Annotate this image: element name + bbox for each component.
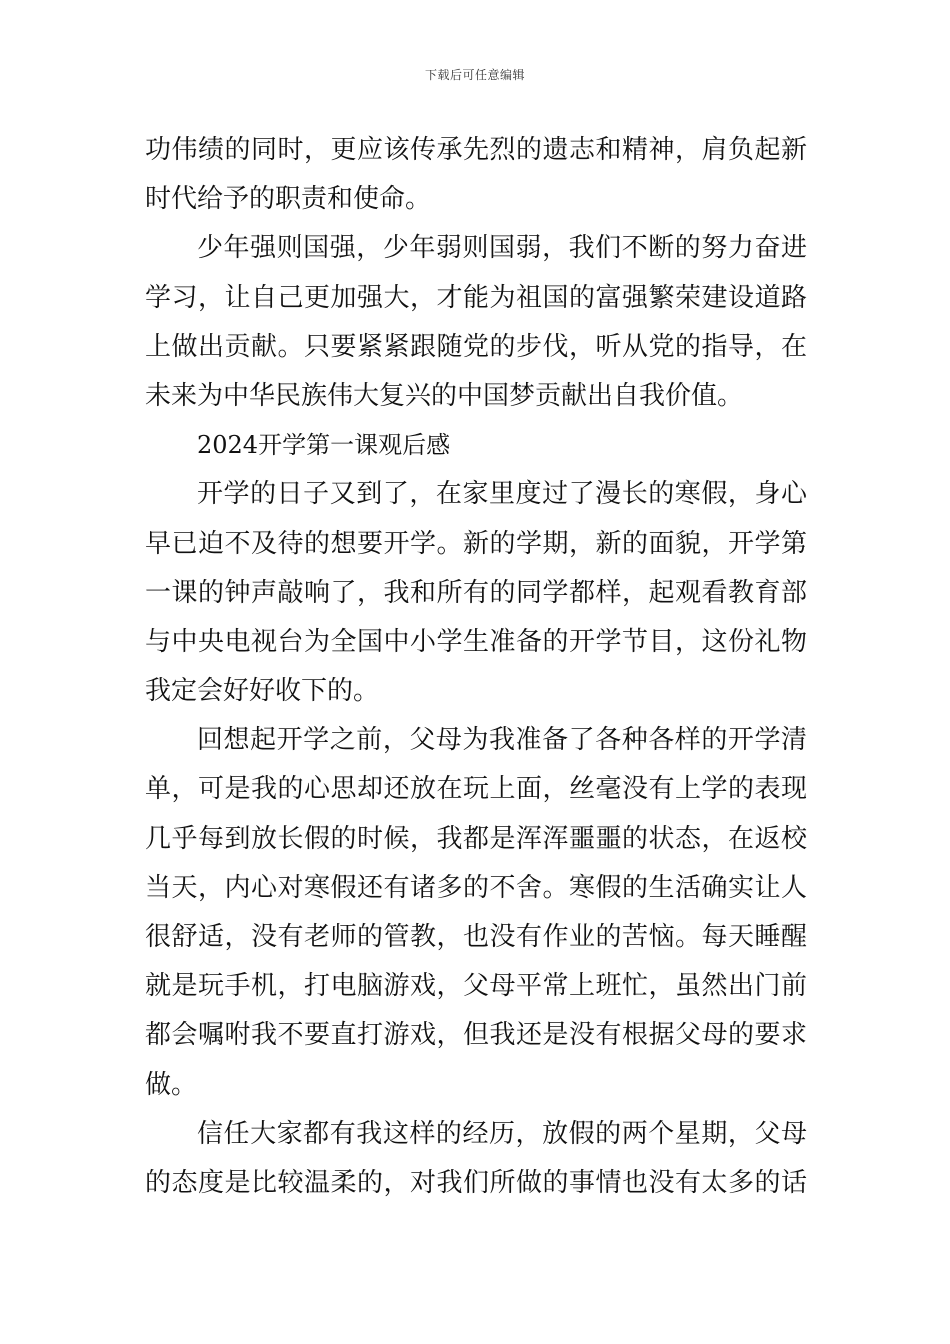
- header-note: 下载后可任意编辑: [424, 68, 525, 82]
- text-line: 几乎每到放长假的时候，我都是浑浑噩噩的状态，在返校: [145, 823, 807, 854]
- text-line: 少年强则国强，少年弱则国弱，我们不断的努力奋进: [197, 233, 807, 264]
- text-line: 开学的日子又到了，在家里度过了漫长的寒假，身心: [197, 479, 807, 510]
- text-line: 学习，让自己更加强大，才能为祖国的富强繁荣建设道路: [145, 282, 807, 313]
- text-line: 信任大家都有我这样的经历，放假的两个星期，父母: [197, 1118, 807, 1149]
- text-line: 未来为中华民族伟大复兴的中国梦贡献出自我价值。: [145, 380, 744, 411]
- text-line: 做。: [145, 1069, 198, 1100]
- text-line: 当天，内心对寒假还有诸多的不舍。寒假的生活确实让人: [145, 872, 807, 903]
- text-line: 回想起开学之前，父母为我准备了各种各样的开学清: [197, 725, 807, 756]
- text-line: 就是玩手机，打电脑游戏，父母平常上班忙，虽然出门前: [145, 971, 807, 1002]
- text-line: 功伟绩的同时，更应该传承先烈的遗志和精神，肩负起新: [145, 135, 807, 165]
- text-line: 我定会好好收下的。: [145, 676, 380, 707]
- text-line: 都会嘱咐我不要直打游戏，但我还是没有根据父母的要求: [145, 1020, 807, 1051]
- text-line: 上做出贡献。只要紧紧跟随党的步伐，听从党的指导，在: [145, 331, 807, 362]
- section-heading: 2024开学第一课观后感: [197, 431, 451, 460]
- text-line: 很舒适，没有老师的管教，也没有作业的苦恼。每天睡醒: [145, 922, 807, 952]
- text-line: 单，可是我的心思却还放在玩上面，丝毫没有上学的表现: [145, 774, 807, 805]
- text-line: 一课的钟声敲响了，我和所有的同学都样，起观看教育部: [145, 577, 807, 608]
- text-line: 早已迫不及待的想要开学。新的学期，新的面貌，开学第: [145, 528, 807, 559]
- text-line: 时代给予的职责和使命。: [145, 184, 432, 215]
- document-body: [145, 126, 807, 1208]
- text-line: 的态度是比较温柔的，对我们所做的事情也没有太多的话: [145, 1167, 807, 1198]
- text-line: 与中央电视台为全国中小学生准备的开学节目，这份礼物: [145, 626, 807, 657]
